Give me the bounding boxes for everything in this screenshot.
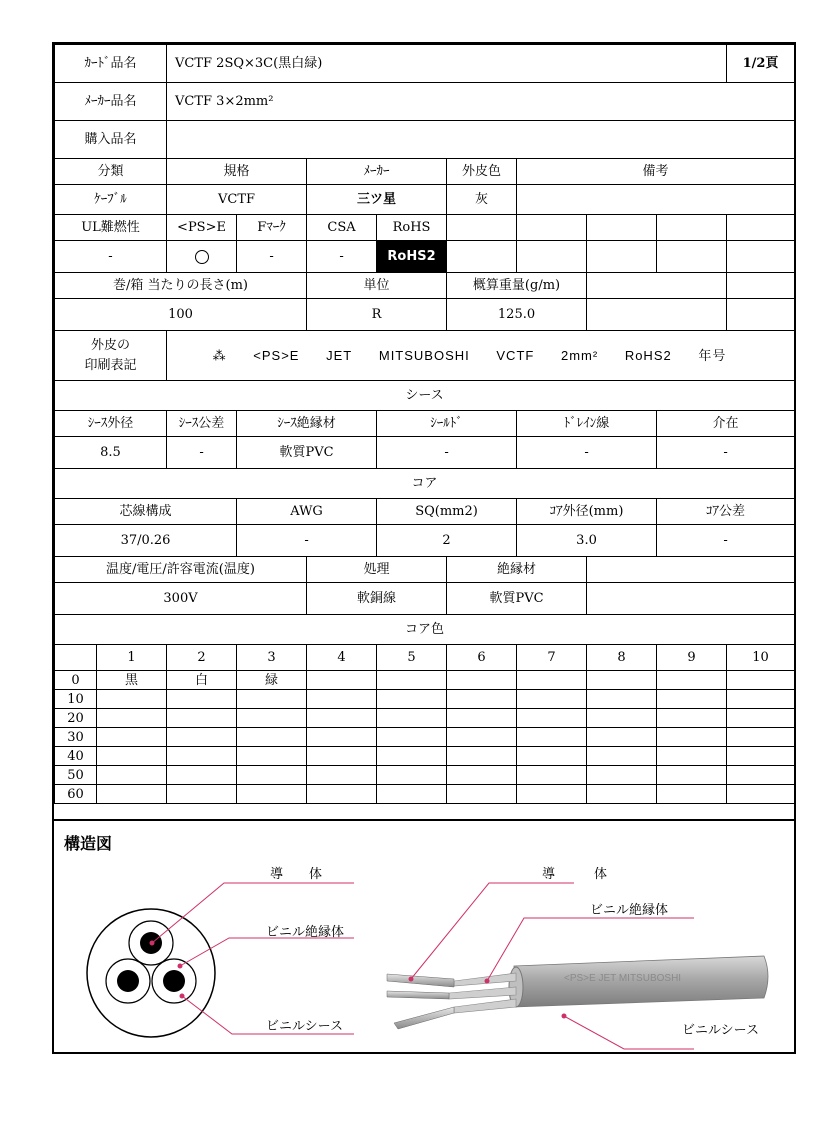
color-cell <box>727 766 795 785</box>
filler-label: 介在 <box>657 411 795 437</box>
color-cell <box>447 785 517 804</box>
color-cell <box>587 747 657 766</box>
color-cell <box>587 766 657 785</box>
color-cell <box>377 728 447 747</box>
right-insulation-label: ビニル絶縁体 <box>590 903 669 918</box>
sheath-od-value: 8.5 <box>55 437 167 469</box>
sheath-tol-value: - <box>167 437 237 469</box>
color-cell <box>657 728 727 747</box>
color-cell <box>237 766 307 785</box>
color-cell <box>237 709 307 728</box>
print-item: MITSUBOSHI <box>378 348 470 363</box>
print-item: RoHS2 <box>624 348 672 363</box>
col-header: 4 <box>307 645 377 671</box>
color-cell <box>97 766 167 785</box>
ul-label: UL難燃性 <box>55 215 167 241</box>
unit-label: 単位 <box>307 273 447 299</box>
color-cell <box>657 785 727 804</box>
purchase-name-value <box>167 121 795 159</box>
class-label: 分類 <box>55 159 167 185</box>
core-color-row <box>55 709 795 728</box>
color-cell <box>517 766 587 785</box>
maker-name-value: VCTF 3×2mm² <box>167 83 795 121</box>
color-cell <box>377 690 447 709</box>
rohs-label: RoHS <box>377 215 447 241</box>
circle-mark-icon <box>195 250 209 264</box>
color-cell <box>727 728 795 747</box>
color-cell <box>167 747 237 766</box>
col-header: 2 <box>167 645 237 671</box>
shield-value: - <box>377 437 517 469</box>
color-cell <box>307 766 377 785</box>
color-cell <box>307 728 377 747</box>
weight-value: 125.0 <box>447 299 587 331</box>
drain-label: ﾄﾞﾚｲﾝ線 <box>517 411 657 437</box>
color-cell <box>587 728 657 747</box>
core-color-row <box>55 766 795 785</box>
sheath-od-label: ｼｰｽ外径 <box>55 411 167 437</box>
sheath-insul-value: 軟質PVC <box>237 437 377 469</box>
standard-label: 規格 <box>167 159 307 185</box>
filler-value: - <box>657 437 795 469</box>
row-label: 20 <box>55 709 97 728</box>
f-mark-label: Fﾏｰｸ <box>237 215 307 241</box>
col-header: 3 <box>237 645 307 671</box>
right-sheath-label: ビニルシース <box>682 1023 760 1038</box>
print-item: 2mm² <box>560 348 599 363</box>
length-label: 巻/箱 当たりの長さ(m) <box>55 273 307 299</box>
row-label: 40 <box>55 747 97 766</box>
color-cell <box>517 747 587 766</box>
color-cell <box>377 709 447 728</box>
color-cell <box>517 709 587 728</box>
color-cell <box>587 785 657 804</box>
color-cell <box>307 671 377 690</box>
temp-voltage-label: 温度/電圧/許容電流(温度) <box>55 557 307 583</box>
card-name-label: ｶｰﾄﾞ品名 <box>55 45 167 83</box>
core-tol-value: - <box>657 525 795 557</box>
remarks-value <box>517 185 795 215</box>
sheath-color-value: 灰 <box>447 185 517 215</box>
color-cell <box>657 690 727 709</box>
csa-value: - <box>307 241 377 273</box>
left-insulation-label: ビニル絶縁体 <box>266 925 345 940</box>
maker-value: 三ツ星 <box>307 185 447 215</box>
left-conductor-label: 導 体 <box>270 867 323 882</box>
core-od-value: 3.0 <box>517 525 657 557</box>
insulation-label: 絶縁材 <box>447 557 587 583</box>
temp-voltage-value: 300V <box>55 583 307 615</box>
col-header: 5 <box>377 645 447 671</box>
color-cell <box>237 747 307 766</box>
color-cell <box>727 709 795 728</box>
color-cell <box>727 785 795 804</box>
color-cell: 緑 <box>237 671 307 690</box>
shield-label: ｼｰﾙﾄﾞ <box>377 411 517 437</box>
pse-value <box>167 241 237 273</box>
purchase-name-label: 購入品名 <box>55 121 167 159</box>
color-cell <box>167 766 237 785</box>
color-cell <box>377 766 447 785</box>
treatment-value: 軟銅線 <box>307 583 447 615</box>
color-cell <box>657 747 727 766</box>
col-header: 8 <box>587 645 657 671</box>
sq-value: 2 <box>377 525 517 557</box>
cross-section <box>87 883 354 1037</box>
pse-symbol-icon: ⁂ <box>212 348 227 363</box>
color-cell <box>97 747 167 766</box>
color-cell <box>587 690 657 709</box>
core-color-header <box>55 645 795 671</box>
standard-value: VCTF <box>167 185 307 215</box>
col-header: 6 <box>447 645 517 671</box>
color-cell <box>447 728 517 747</box>
insulation-value: 軟質PVC <box>447 583 587 615</box>
color-cell <box>587 671 657 690</box>
color-cell <box>167 728 237 747</box>
color-cell <box>727 690 795 709</box>
class-value: ｹｰﾌﾞﾙ <box>55 185 167 215</box>
color-cell <box>377 671 447 690</box>
row-label: 60 <box>55 785 97 804</box>
color-cell <box>307 747 377 766</box>
core-title: コア <box>55 469 795 499</box>
col-header: 1 <box>97 645 167 671</box>
strand-value: 37/0.26 <box>55 525 237 557</box>
color-cell <box>97 728 167 747</box>
sheath-insul-label: ｼｰｽ絶縁材 <box>237 411 377 437</box>
row-label: 0 <box>55 671 97 690</box>
unit-value: R <box>307 299 447 331</box>
color-cell <box>167 709 237 728</box>
core-od-label: ｺｱ外径(mm) <box>517 499 657 525</box>
awg-value: - <box>237 525 377 557</box>
color-cell <box>377 747 447 766</box>
color-cell <box>587 709 657 728</box>
print-label: 外皮の 印刷表記 <box>55 331 167 381</box>
col-header: 7 <box>517 645 587 671</box>
page-indicator: 1/2頁 <box>727 45 795 83</box>
core-color-row <box>55 690 795 709</box>
core-color-row <box>55 728 795 747</box>
color-cell <box>97 690 167 709</box>
core-color-row <box>55 785 795 804</box>
csa-label: CSA <box>307 215 377 241</box>
sq-label: SQ(mm2) <box>377 499 517 525</box>
color-cell <box>657 766 727 785</box>
color-cell <box>447 671 517 690</box>
color-cell <box>237 728 307 747</box>
color-cell <box>237 690 307 709</box>
core-color-row <box>55 747 795 766</box>
print-item: 年号 <box>698 348 727 363</box>
print-item: <PS>E <box>253 348 300 363</box>
structure-diagram <box>54 819 794 1054</box>
print-item: VCTF <box>496 348 535 363</box>
color-cell <box>307 785 377 804</box>
sheath-tol-label: ｼｰｽ公差 <box>167 411 237 437</box>
card-name-value: VCTF 2SQ×3C(黒白緑) <box>167 45 727 83</box>
color-cell <box>97 785 167 804</box>
rohs-badge: RoHS2 <box>377 241 447 273</box>
print-item: JET <box>326 348 353 363</box>
color-cell <box>447 690 517 709</box>
color-cell <box>167 785 237 804</box>
row-label: 10 <box>55 690 97 709</box>
awg-label: AWG <box>237 499 377 525</box>
maker-label: ﾒｰｶｰ <box>307 159 447 185</box>
color-cell <box>307 709 377 728</box>
weight-label: 概算重量(g/m) <box>447 273 587 299</box>
print-notation <box>167 331 795 381</box>
treatment-label: 処理 <box>307 557 447 583</box>
ul-value: - <box>55 241 167 273</box>
color-cell <box>97 709 167 728</box>
row-label: 30 <box>55 728 97 747</box>
pse-label: <PS>E <box>167 215 237 241</box>
structure-title: 構造図 <box>64 834 113 853</box>
drain-value: - <box>517 437 657 469</box>
color-cell: 黒 <box>97 671 167 690</box>
core-color-row <box>55 671 795 690</box>
core-tol-label: ｺｱ公差 <box>657 499 795 525</box>
col-header: 9 <box>657 645 727 671</box>
color-cell <box>727 671 795 690</box>
color-cell <box>307 690 377 709</box>
color-cell <box>517 690 587 709</box>
core-color-title: コア色 <box>55 615 795 645</box>
color-cell <box>447 766 517 785</box>
color-cell <box>167 690 237 709</box>
sheath-title: シース <box>55 381 795 411</box>
color-cell <box>237 785 307 804</box>
left-sheath-label: ビニルシース <box>266 1019 344 1034</box>
color-cell <box>447 709 517 728</box>
color-cell <box>447 747 517 766</box>
color-cell: 白 <box>167 671 237 690</box>
remarks-label: 備考 <box>517 159 795 185</box>
color-cell <box>517 785 587 804</box>
cable-print-text: <PS>E JET MITSUBOSHI <box>564 973 682 984</box>
color-cell <box>517 671 587 690</box>
sheath-color-label: 外皮色 <box>447 159 517 185</box>
spec-sheet <box>52 42 796 1054</box>
row-label: 50 <box>55 766 97 785</box>
color-cell <box>657 709 727 728</box>
spec-table <box>54 44 795 804</box>
strand-label: 芯線構成 <box>55 499 237 525</box>
right-conductor-label: 導 体 <box>542 867 608 882</box>
length-value: 100 <box>55 299 307 331</box>
col-header: 10 <box>727 645 795 671</box>
f-mark-value: - <box>237 241 307 273</box>
color-cell <box>727 747 795 766</box>
maker-name-label: ﾒｰｶｰ品名 <box>55 83 167 121</box>
color-cell <box>377 785 447 804</box>
color-cell <box>657 671 727 690</box>
color-cell <box>517 728 587 747</box>
